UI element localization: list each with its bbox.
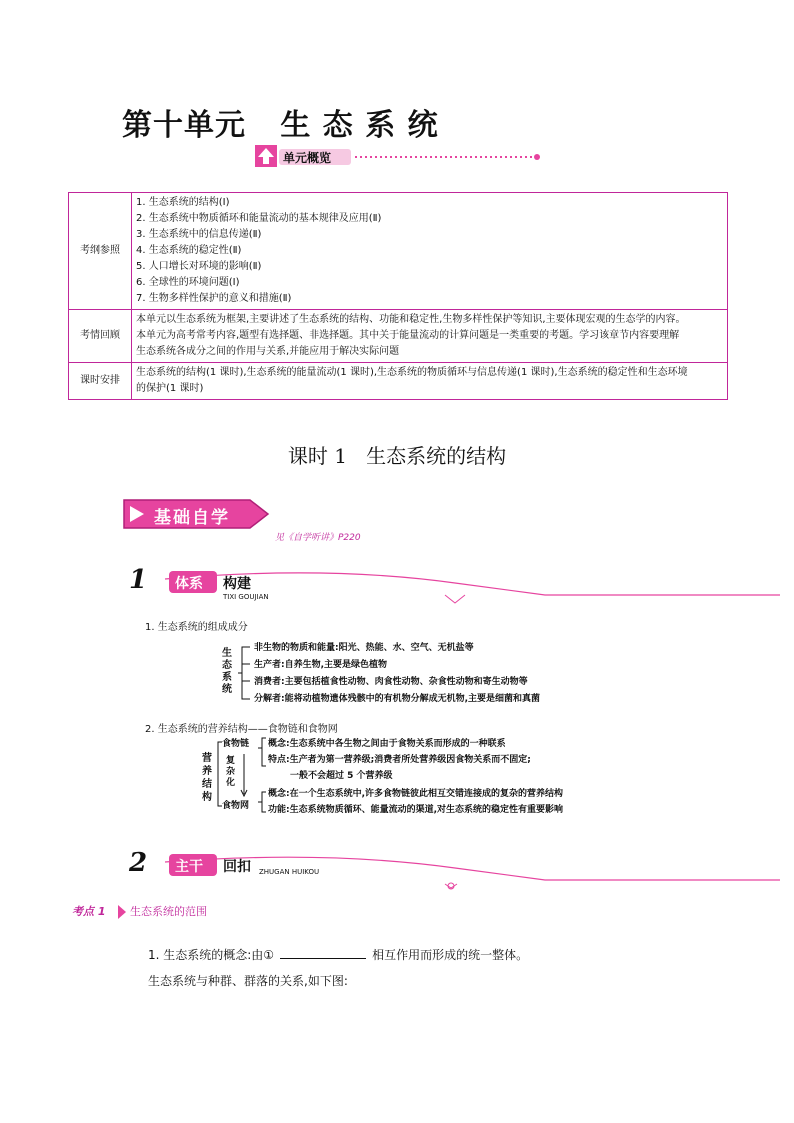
trophic-diagram bbox=[202, 736, 642, 820]
list-item: 1. 生态系统的结构(Ⅰ) bbox=[136, 197, 230, 208]
diagram-root bbox=[222, 648, 236, 696]
table-row bbox=[69, 193, 728, 310]
row-content bbox=[132, 363, 728, 400]
row-label: 考纲参照 bbox=[69, 193, 132, 310]
trophic-heading: 2. 生态系统的营养结构——食物链和食物网 bbox=[145, 724, 338, 735]
list-item: 非生物的物质和能量:阳光、热能、水、空气、无机盐等 bbox=[254, 643, 474, 653]
base-study-label: 基础自学 bbox=[154, 508, 230, 528]
list-item: 生产者:自养生物,主要是绿色植物 bbox=[254, 660, 388, 670]
composition-items bbox=[254, 640, 540, 708]
question-text: 相互作用而形成的统一整体。 bbox=[372, 948, 529, 962]
section-header-tixi bbox=[125, 565, 785, 605]
list-item: 6. 全球性的环境问题(Ⅰ) bbox=[136, 277, 240, 288]
root-char: 生 bbox=[222, 648, 232, 659]
list-item: 5. 人口增长对环境的影响(Ⅱ) bbox=[136, 261, 262, 272]
answer-blank[interactable] bbox=[280, 946, 366, 959]
question-text: 1. 生态系统的概念:由① bbox=[148, 948, 275, 962]
section-title-b: 构建 bbox=[223, 576, 251, 592]
root-char: 养 bbox=[202, 766, 212, 777]
complex-char: 化 bbox=[226, 778, 236, 788]
chain-label: 食物链 bbox=[222, 739, 250, 749]
list-item: 概念:生态系统中各生物之间由于食物关系而形成的一种联系 bbox=[268, 739, 506, 749]
kaodian-tag: 考点 1 bbox=[72, 905, 106, 918]
section-title-b: 回扣 bbox=[223, 859, 251, 875]
root-char: 结 bbox=[202, 779, 212, 790]
unit-overview-label: 单元概览 bbox=[283, 151, 332, 165]
root-char: 系 bbox=[222, 672, 232, 683]
complex-char: 复 bbox=[226, 756, 236, 766]
list-item: 2. 生态系统中物质循环和能量流动的基本规律及应用(Ⅱ) bbox=[136, 213, 382, 224]
composition-diagram bbox=[222, 640, 642, 706]
text-line: 本单元为高考常考内容,题型有选择题、非选择题。其中关于能量流动的计算问题是一类重要的考题。学习该章节内容要理解 bbox=[136, 330, 680, 341]
complex-label bbox=[226, 756, 238, 789]
section-pinyin: TIXI GOUJIAN bbox=[223, 593, 269, 601]
relation-text: 生态系统与种群、群落的关系,如下图: bbox=[148, 974, 348, 988]
list-item: 消费者:主要包括植食性动物、肉食性动物、杂食性动物和寄生动物等 bbox=[254, 677, 528, 687]
root-char: 营 bbox=[202, 753, 212, 764]
lesson-title: 课时 1 生态系统的结构 bbox=[287, 444, 507, 468]
list-item: 4. 生态系统的稳定性(Ⅱ) bbox=[136, 245, 242, 256]
section-title-a: 体系 bbox=[175, 576, 203, 592]
root-char: 构 bbox=[202, 792, 212, 803]
list-item: 概念:在一个生态系统中,许多食物链彼此相互交错连接成的复杂的营养结构 bbox=[268, 789, 564, 799]
question-1 bbox=[148, 946, 528, 963]
unit-title: 第十单元 生 态 系 统 bbox=[122, 108, 439, 143]
tag-arrow-icon bbox=[118, 905, 126, 919]
root-char: 态 bbox=[222, 660, 232, 671]
list-item: 一般不会超过 5 个营养级 bbox=[290, 771, 393, 781]
text-line: 的保护(1 课时) bbox=[136, 383, 204, 394]
root-char: 统 bbox=[222, 684, 232, 695]
table-row bbox=[69, 363, 728, 400]
web-label: 食物网 bbox=[222, 801, 250, 811]
row-content bbox=[132, 310, 728, 363]
section-number: 2 bbox=[129, 848, 148, 878]
list-item: 功能:生态系统物质循环、能量流动的渠道,对生态系统的稳定性有重要影响 bbox=[268, 805, 564, 815]
composition-heading: 1. 生态系统的组成成分 bbox=[145, 622, 248, 633]
section-title-a: 主干 bbox=[175, 859, 203, 875]
section-pinyin: ZHUGAN HUIKOU bbox=[259, 868, 320, 876]
text-line: 生态系统各成分之间的作用与关系,并能应用于解决实际问题 bbox=[136, 346, 400, 357]
row-label: 课时安排 bbox=[69, 363, 132, 400]
text-line: 生态系统的结构(1 课时),生态系统的能量流动(1 课时),生态系统的物质循环与信息传递(1 课时),生态系统的稳定性和生态环境 bbox=[136, 367, 688, 378]
kaodian-title: 生态系统的范围 bbox=[130, 905, 207, 918]
section-number: 1 bbox=[129, 565, 148, 595]
chain-items bbox=[268, 736, 531, 784]
list-item: 3. 生态系统中的信息传递(Ⅱ) bbox=[136, 229, 262, 240]
text-line: 本单元以生态系统为框架,主要讲述了生态系统的结构、功能和稳定性,生物多样性保护等知识,主要体现宏观的生态学的内容。 bbox=[136, 314, 686, 325]
section-header-zhugan bbox=[125, 848, 785, 892]
web-items bbox=[268, 786, 563, 818]
syllabus-table bbox=[68, 192, 728, 400]
list-item: 分解者:能将动植物遗体残骸中的有机物分解成无机物,主要是细菌和真菌 bbox=[254, 694, 541, 704]
table-row bbox=[69, 310, 728, 363]
base-study-banner bbox=[122, 496, 272, 532]
unit-overview-banner bbox=[255, 143, 545, 173]
row-content bbox=[132, 193, 728, 310]
list-item: 特点:生产者为第一营养级;消费者所处营养级因食物关系而不固定; bbox=[268, 755, 531, 765]
reference-note: 见《自学听讲》P220 bbox=[275, 533, 361, 543]
kaodian-row bbox=[72, 902, 372, 922]
row-label: 考情回顾 bbox=[69, 310, 132, 363]
complex-char: 杂 bbox=[226, 767, 236, 777]
list-item: 7. 生物多样性保护的意义和措施(Ⅱ) bbox=[136, 293, 292, 304]
